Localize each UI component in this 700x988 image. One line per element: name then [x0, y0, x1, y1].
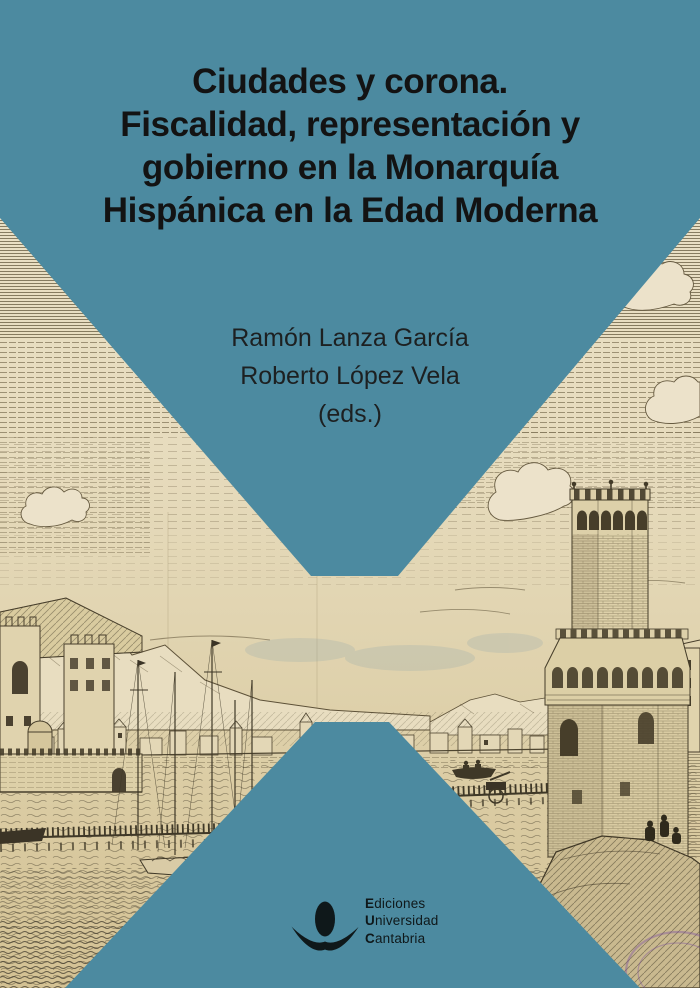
author-name: Ramón Lanza García [231, 324, 469, 352]
title-line: gobierno en la Monarquía [141, 148, 559, 187]
publisher-line: Cantabria [365, 930, 426, 946]
publisher-line: Universidad [365, 913, 439, 929]
title-line: Ciudades y corona. [192, 62, 508, 101]
publisher-logo-icon [283, 893, 373, 957]
publisher-name [365, 895, 439, 947]
cover-title [0, 60, 700, 232]
cover-authors [0, 319, 700, 433]
title-line: Hispánica en la Edad Moderna [102, 191, 598, 230]
editors-label: (eds.) [318, 400, 382, 428]
author-name: Roberto López Vela [240, 362, 460, 390]
title-line: Fiscalidad, representación y [120, 105, 580, 144]
publisher-line: Ediciones [365, 896, 426, 911]
